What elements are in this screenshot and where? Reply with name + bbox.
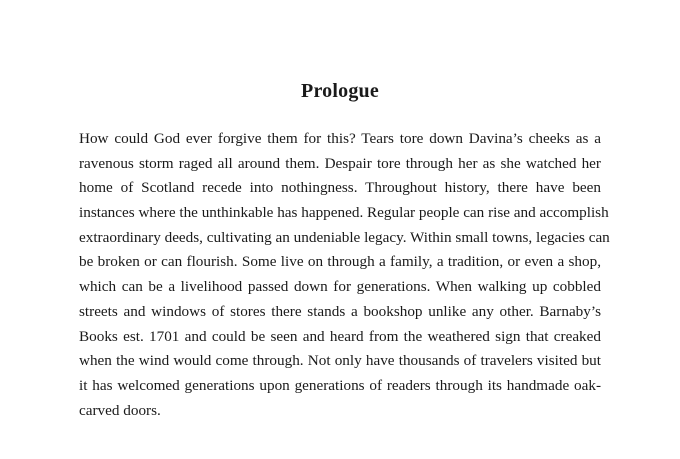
body-paragraph bbox=[79, 127, 610, 423]
paragraph-line: instances where the unthinkable has happened. Regular people can rise and accomplish bbox=[79, 204, 609, 222]
paragraph-line: it has welcomed generations upon generations of readers through its handmade oak- bbox=[79, 376, 601, 394]
paragraph-line: streets and windows of stores there stands a bookshop unlike any other. Barnaby’s bbox=[79, 302, 601, 320]
paragraph-line: extraordinary deeds, cultivating an undeniable legacy. Within small towns, legacies can bbox=[79, 228, 610, 246]
paragraph-line: How could God ever forgive them for this? Tears tore down Davina’s cheeks as a bbox=[79, 130, 601, 147]
paragraph-line: home of Scotland recede into nothingness. Throughout history, there have been bbox=[79, 179, 601, 197]
paragraph-line: when the wind would come through. Not only have thousands of travelers visited but bbox=[79, 352, 601, 370]
paragraph-line: be broken or can flourish. Some live on through a family, a tradition, or even a shop, bbox=[79, 253, 601, 271]
paragraph-line: carved doors. bbox=[79, 401, 161, 419]
paragraph-line: ravenous storm raged all around them. Despair tore through her as she watched her bbox=[79, 154, 601, 172]
paragraph-line: Books est. 1701 and could be seen and heard from the weathered sign that creaked bbox=[79, 327, 601, 345]
paragraph-line: which can be a livelihood passed down for generations. When walking up cobbled bbox=[79, 278, 601, 296]
chapter-heading: Prologue bbox=[301, 80, 379, 102]
